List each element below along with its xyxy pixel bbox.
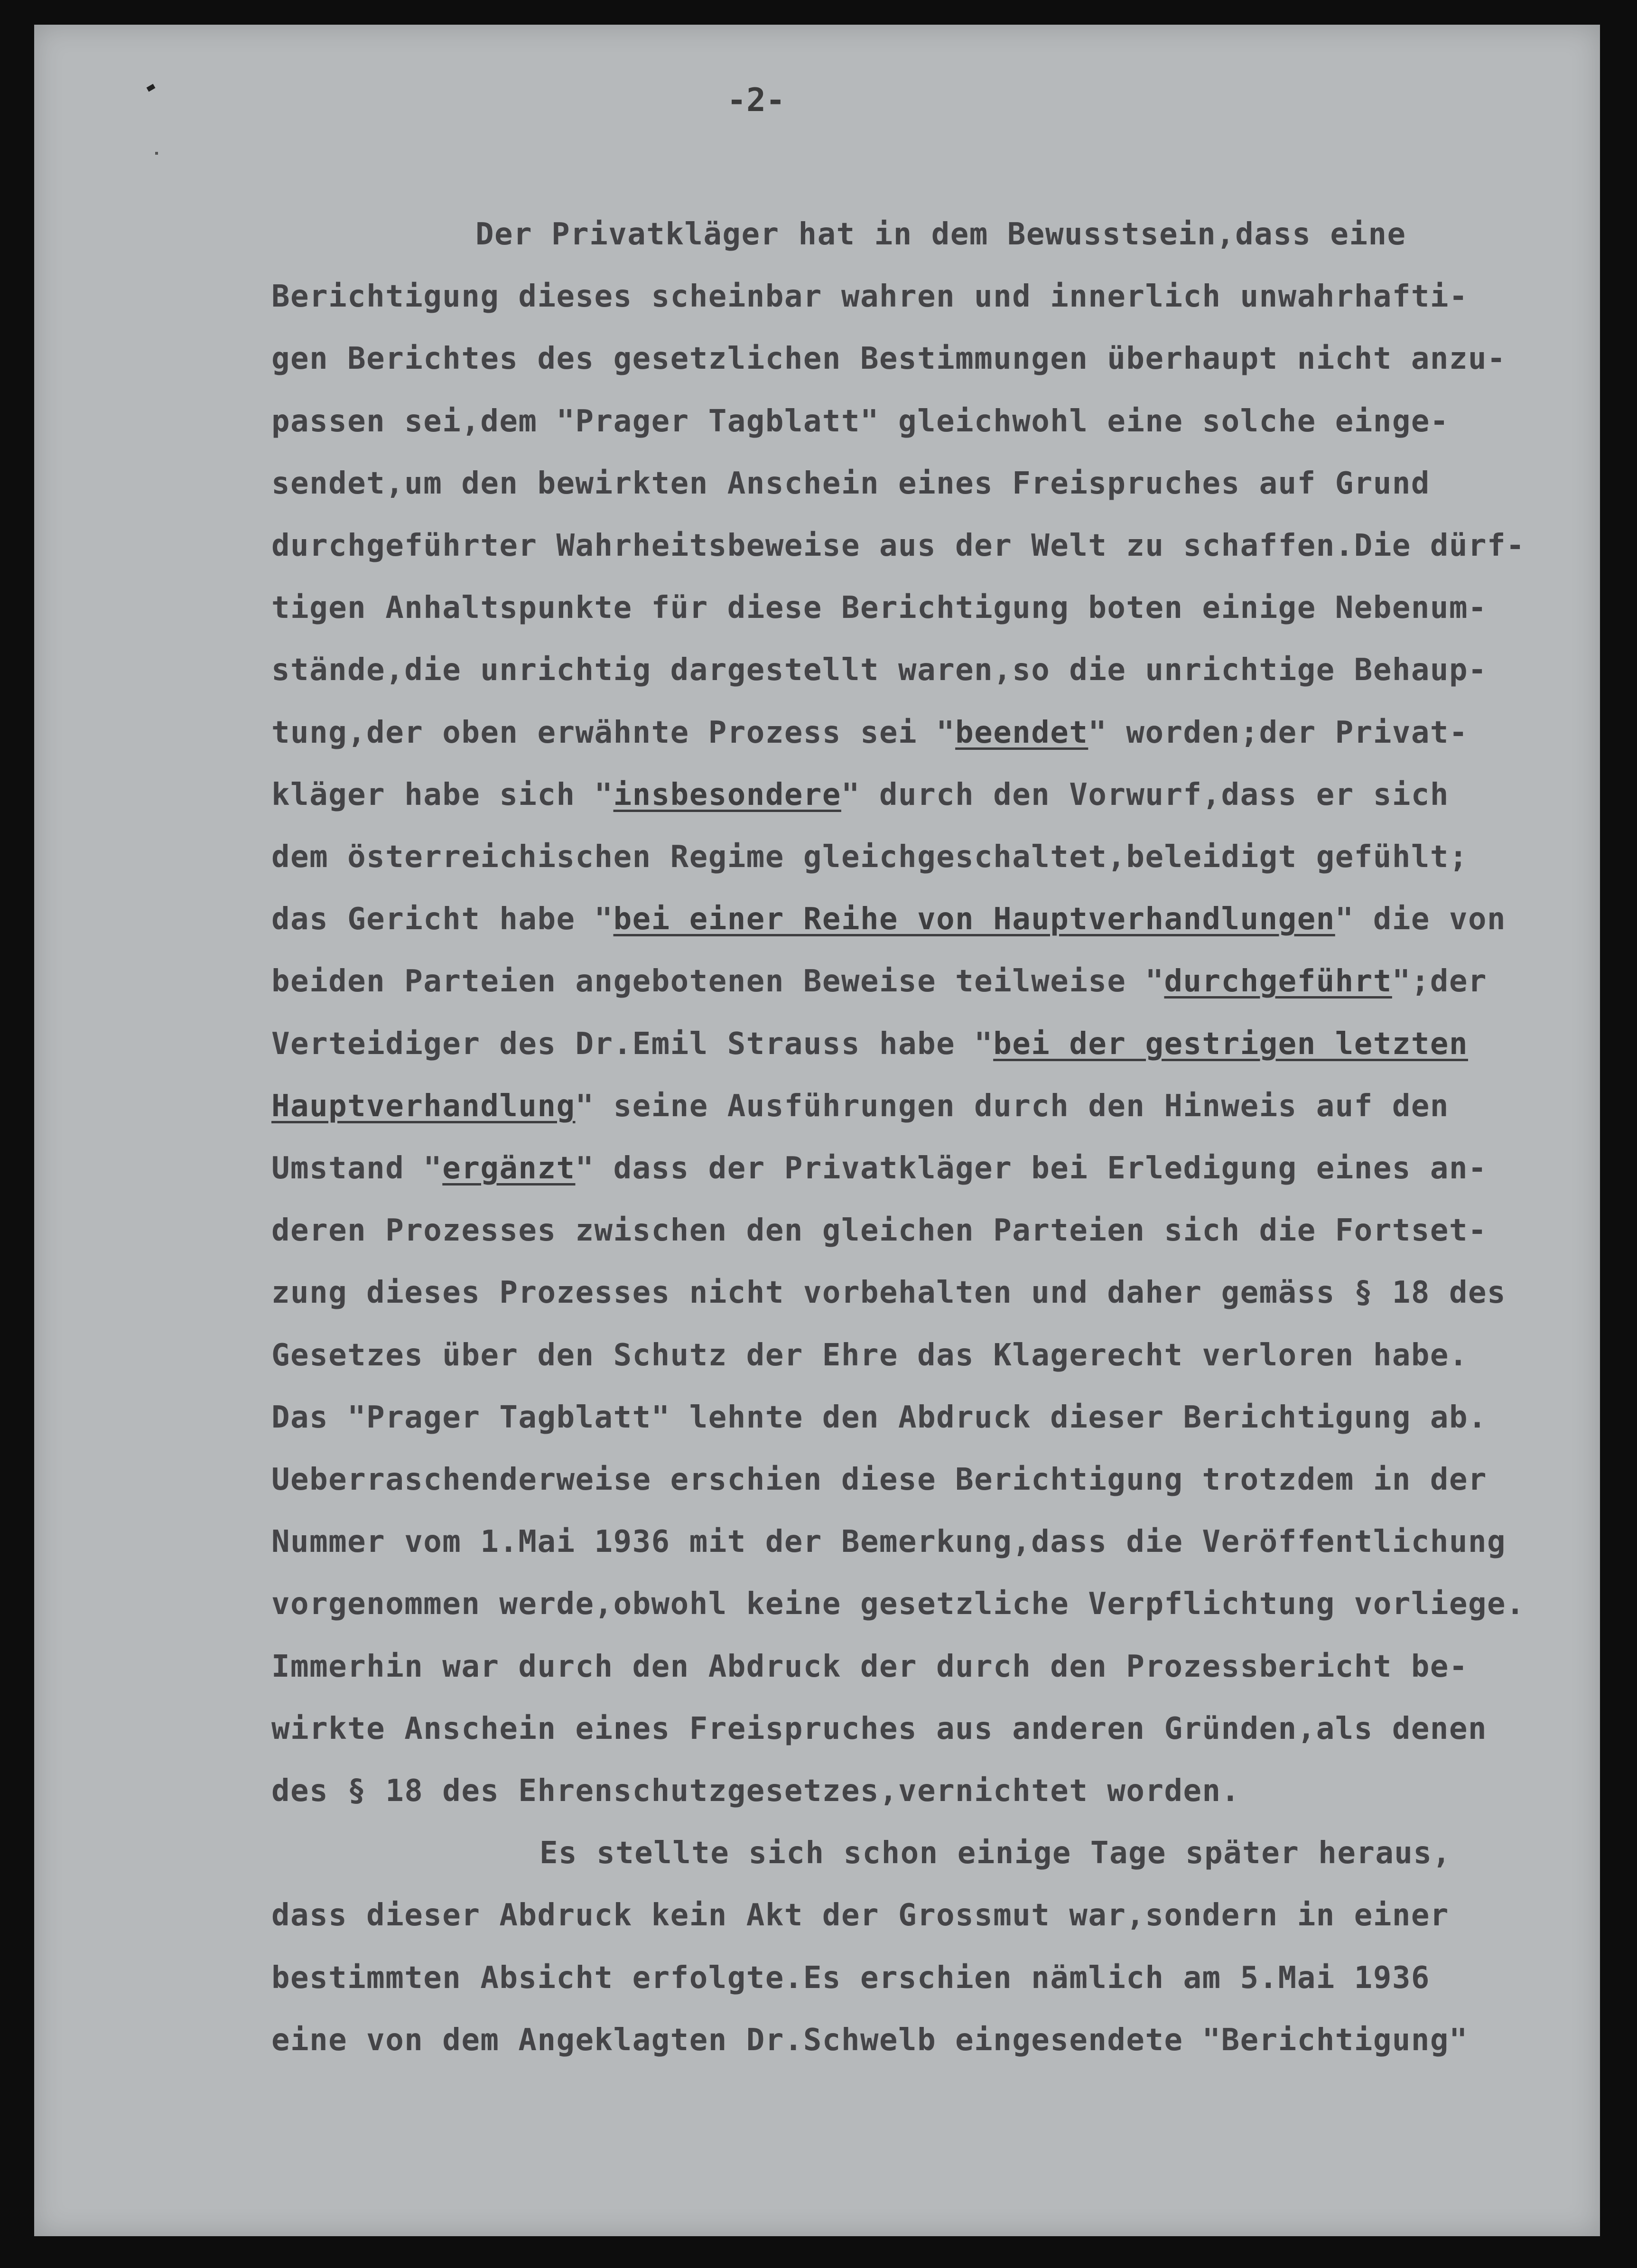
text-line <box>271 279 1468 315</box>
text-segment: Nummer vom 1.Mai 1936 mit der Bemerkung,dass die Veröffentlichung <box>271 1524 1507 1560</box>
text-line <box>271 1088 1449 1124</box>
text-segment: deren Prozesses zwischen den gleichen Parteien sich die Fortset- <box>271 1213 1487 1249</box>
text-line <box>271 777 1449 812</box>
text-segment: dem österreichischen Regime gleichgeschaltet,beleidigt gefühlt; <box>271 840 1468 875</box>
text-line <box>271 1337 1468 1373</box>
text-line <box>271 528 1525 563</box>
text-segment: passen sei,dem "Prager Tagblatt" gleichwohl eine solche einge- <box>271 403 1449 439</box>
text-line <box>271 590 1487 626</box>
ink-dot <box>155 152 158 155</box>
text-line <box>271 653 1487 688</box>
text-segment: durchgeführter Wahrheitsbeweise aus der Welt zu schaffen.Die dürf- <box>271 528 1525 563</box>
text-line <box>271 1402 1487 1433</box>
text-line <box>271 1524 1507 1560</box>
text-segment: Verteidiger des Dr.Emil Strauss habe " <box>271 1026 994 1062</box>
text-segment: tigen Anhaltspunkte für diese Berichtigung boten einige Nebenum- <box>271 590 1487 626</box>
underlined-text: insbesondere <box>613 777 841 812</box>
text-segment: Ueberraschenderweise erschien diese Berichtigung trotzdem in der <box>271 1462 1487 1497</box>
text-line <box>271 1587 1525 1622</box>
text-line <box>271 1649 1468 1684</box>
text-line <box>271 1462 1487 1497</box>
text-segment: Berichtigung dieses scheinbar wahren und innerlich unwahrhafti- <box>271 279 1468 315</box>
underlined-text: ergänzt <box>442 1151 576 1186</box>
text-line <box>271 1026 1468 1062</box>
text-segment: das Gericht habe " <box>271 902 614 937</box>
text-segment: ";der <box>1392 964 1487 999</box>
text-line <box>271 966 1487 997</box>
text-segment: dass dieser Abdruck kein Akt der Grossmut war,sondern in einer <box>271 1898 1449 1933</box>
text-segment: eine von dem Angeklagten Dr.Schwelb eingesendete "Berichtigung" <box>271 2022 1468 2058</box>
text-line <box>271 902 1507 937</box>
underlined-text: bei einer Reihe von Hauptverhandlungen <box>613 902 1335 937</box>
text-line <box>271 1275 1507 1311</box>
text-line <box>271 1900 1449 1931</box>
text-segment: " die von <box>1335 902 1507 937</box>
underlined-text: durchgeführt <box>1164 964 1392 999</box>
ink-mark <box>147 84 156 92</box>
underlined-text: beendet <box>955 715 1088 750</box>
text-segment: vorgenommen werde,obwohl keine gesetzliche Verpflichtung vorliege. <box>271 1587 1525 1622</box>
text-segment: " durch den Vorwurf,dass er sich <box>841 777 1449 812</box>
text-line <box>271 840 1468 875</box>
text-segment: Immerhin war durch den Abdruck der durch den Prozessbericht be- <box>271 1649 1468 1684</box>
text-segment: Gesetzes über den Schutz der Ehre das Klagerecht verloren habe. <box>271 1337 1468 1373</box>
text-line <box>271 715 1468 750</box>
text-line <box>271 341 1507 377</box>
text-line <box>271 1711 1487 1746</box>
text-segment: bestimmten Absicht erfolgte.Es erschien nämlich am 5.Mai 1936 <box>271 1960 1430 1996</box>
text-segment: zung dieses Prozesses nicht vorbehalten und daher gemäss § 18 des <box>271 1275 1507 1311</box>
text-line <box>271 2022 1468 2058</box>
underlined-text: bei der gestrigen letzten <box>993 1026 1468 1062</box>
text-line <box>271 1153 1487 1184</box>
text-line <box>271 1960 1430 1996</box>
text-segment: sendet,um den bewirkten Anschein eines Freispruches auf Grund <box>271 466 1430 501</box>
typewritten-page <box>34 25 1600 2236</box>
text-segment: Es stellte sich schon einige Tage später heraus, <box>539 1836 1451 1871</box>
text-segment: Umstand " <box>271 1151 443 1186</box>
text-segment: stände,die unrichtig dargestellt waren,so die unrichtige Behaup- <box>271 653 1487 688</box>
text-line <box>271 1213 1487 1249</box>
text-line <box>271 1773 1240 1809</box>
text-segment: wirkte Anschein eines Freispruches aus anderen Gründen,als denen <box>271 1711 1487 1746</box>
text-segment: tung,der oben erwähnte Prozess sei " <box>271 715 956 750</box>
page-number: -2- <box>727 82 785 119</box>
text-segment: " dass der Privatkläger bei Erledigung eines an- <box>575 1151 1487 1186</box>
text-line <box>539 1836 1451 1871</box>
text-segment: kläger habe sich " <box>271 777 614 812</box>
text-segment: " seine Ausführungen durch den Hinweis auf den <box>575 1088 1449 1124</box>
text-line <box>271 403 1449 439</box>
text-segment: Das "Prager Tagblatt" lehnte den Abdruck dieser Berichtigung ab. <box>271 1400 1487 1435</box>
text-line <box>475 219 1406 250</box>
underlined-text: Hauptverhandlung <box>271 1088 576 1124</box>
text-segment: " worden;der Privat- <box>1088 715 1468 750</box>
text-segment: beiden Parteien angebotenen Beweise teilweise " <box>271 964 1164 999</box>
text-line <box>271 468 1430 499</box>
text-segment: des § 18 des Ehrenschutzgesetzes,vernichtet worden. <box>271 1773 1240 1809</box>
text-segment: gen Berichtes des gesetzlichen Bestimmungen überhaupt nicht anzu- <box>271 341 1507 377</box>
text-segment: Der Privatkläger hat in dem Bewusstsein,dass eine <box>475 217 1406 252</box>
